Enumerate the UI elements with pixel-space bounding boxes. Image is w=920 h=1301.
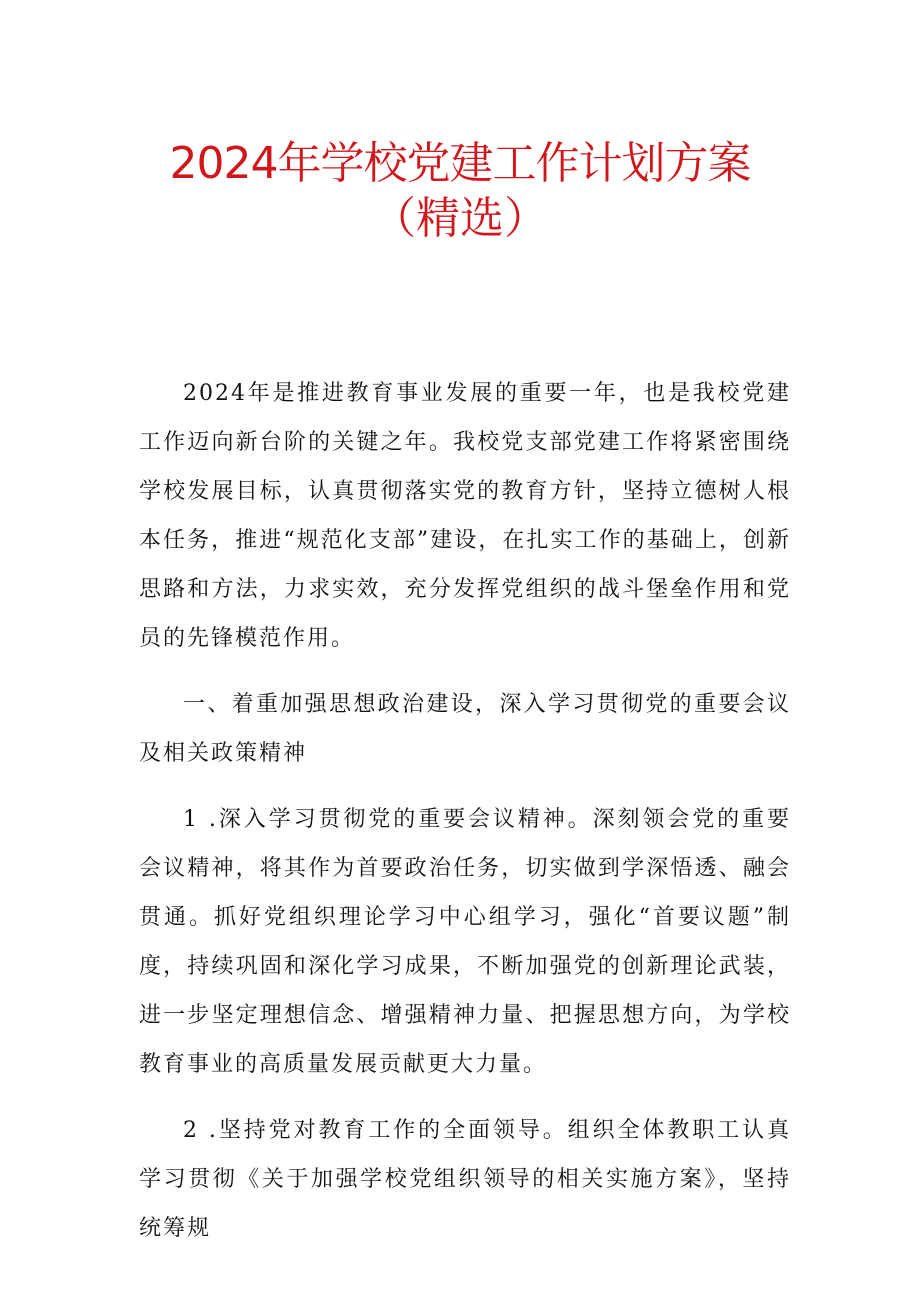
item-paragraph-2: 2 .坚持党对教育工作的全面领导。组织全体教职工认真学习贯彻《关于加强学校党组织领导的相关实施方案》，坚持统筹规	[139, 1118, 791, 1241]
section-heading-1: 一、着重加强思想政治建设，深入学习贯彻党的重要会议及相关政策精神	[139, 692, 791, 766]
document-body	[139, 369, 791, 1270]
document-subtitle: （精选）	[372, 193, 548, 244]
intro-paragraph: 2024年是推进教育事业发展的重要一年，也是我校党建工作迈向新台阶的关键之年。我校党支部党建工作将紧密围绕学校发展目标，认真贯彻落实党的教育方针，坚持立德树人根本任务，推进“规范化支部”建设，在扎实工作的基础上，创新思路和方法，力求实效，充分发挥党组织的战斗堡垒作用和党员的先锋模范作用。	[139, 381, 791, 651]
document-title: 2024年学校党建工作计划方案	[169, 138, 751, 189]
item-paragraph-1: 1 .深入学习贯彻党的重要会议精神。深刻领会党的重要会议精神，将其作为首要政治任务，切实做到学深悟透、融会贯通。抓好党组织理论学习中心组学习，强化“首要议题”制度，持续巩固和深化学习成果，不断加强党的创新理论武装，进一步坚定理想信念、增强精神力量、把握思想方向，为学校教育事业的高质量发展贡献更大力量。	[139, 807, 791, 1077]
